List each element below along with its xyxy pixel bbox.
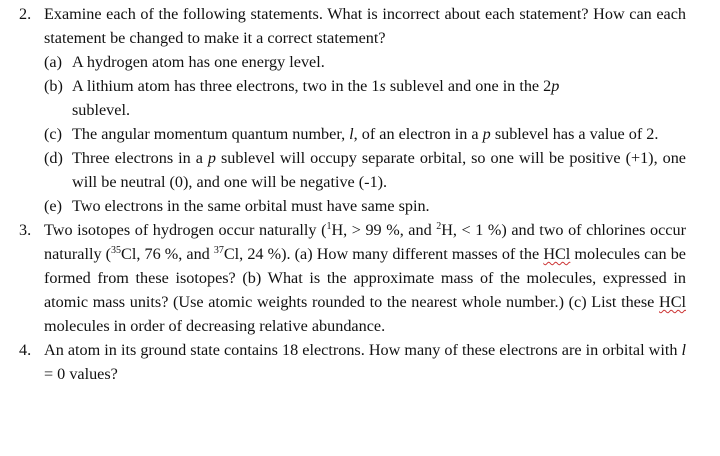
statement-b	[44, 74, 686, 122]
sublevel-symbol: s	[379, 77, 386, 95]
question-text	[44, 218, 686, 338]
question-number: 2.	[19, 5, 32, 23]
question-number: 4.	[19, 341, 32, 359]
question-3	[0, 218, 720, 338]
statement-text: A hydrogen atom has one energy level.	[72, 53, 325, 71]
mass-number-superscript: 37	[213, 245, 224, 256]
text-run: Cl, 76 %, and	[121, 245, 214, 263]
statement-label: (c)	[44, 125, 62, 143]
statement-text: sublevel and one in the 2	[385, 77, 552, 95]
question-text: Examine each of the following statements. What is incorrect about each statement? How can each statement be changed to make it a correct statement?	[44, 5, 686, 47]
quantum-number-symbol: l	[349, 125, 354, 143]
sublevel-symbol: p	[551, 77, 560, 95]
text-run: Two isotopes of hydrogen occur naturally (	[44, 221, 327, 239]
sublevel-symbol: p	[207, 149, 216, 167]
spellcheck-flagged-word[interactable]: HCl	[543, 245, 571, 263]
text-run: molecules in order of decreasing relative abundance.	[44, 317, 386, 335]
question-2	[0, 2, 720, 218]
question-number: 3.	[19, 221, 32, 239]
statement-text: Three electrons in a	[72, 149, 208, 167]
mass-number-superscript: 2	[436, 221, 442, 232]
statement-text: , of an electron in a	[353, 125, 483, 143]
statement-text: sublevel will occupy separate orbital, so one will be positive (+1), one will be neutral (0), and one will be negative (-1).	[72, 149, 686, 191]
question-4	[0, 338, 720, 386]
question-text	[44, 338, 686, 386]
quantum-number-symbol: l	[681, 341, 686, 359]
statement-d	[44, 146, 686, 194]
sublevel-symbol: p	[482, 125, 491, 143]
text-run: H, < 1 %) and two of chlorines occur naturally (	[44, 221, 686, 263]
text-run: An atom in its ground state contains 18 electrons. How many of these electrons are in orbital with	[44, 341, 682, 359]
text-run: H, > 99 %, and	[331, 221, 437, 239]
statement-text: sublevel.	[72, 101, 130, 119]
statement-text: The angular momentum quantum number,	[72, 125, 350, 143]
statement-text: Two electrons in the same orbital must have same spin.	[72, 197, 430, 215]
text-run: = 0 values?	[44, 365, 118, 383]
statement-text: A lithium atom has three electrons, two in the 1	[72, 77, 380, 95]
statement-label: (a)	[44, 53, 62, 71]
statement-label: (b)	[44, 77, 63, 95]
spellcheck-flagged-word[interactable]: HCl	[659, 293, 686, 311]
statement-e	[44, 194, 686, 218]
mass-number-superscript: 1	[326, 221, 332, 232]
statement-label: (e)	[44, 197, 62, 215]
statement-label: (d)	[44, 149, 63, 167]
statement-a	[44, 50, 686, 74]
statement-text: sublevel has a value of 2.	[490, 125, 659, 143]
mass-number-superscript: 35	[111, 245, 122, 256]
statement-c	[44, 122, 686, 146]
text-run: molecules can be formed from these isotopes? (b) What is the approximate mass of the molecules, expressed in atomic mass units? (Use atomic weights rounded to the nearest whole number.) (c) List these	[44, 245, 686, 311]
text-run: Cl, 24 %). (a) How many different masses of the	[223, 245, 544, 263]
